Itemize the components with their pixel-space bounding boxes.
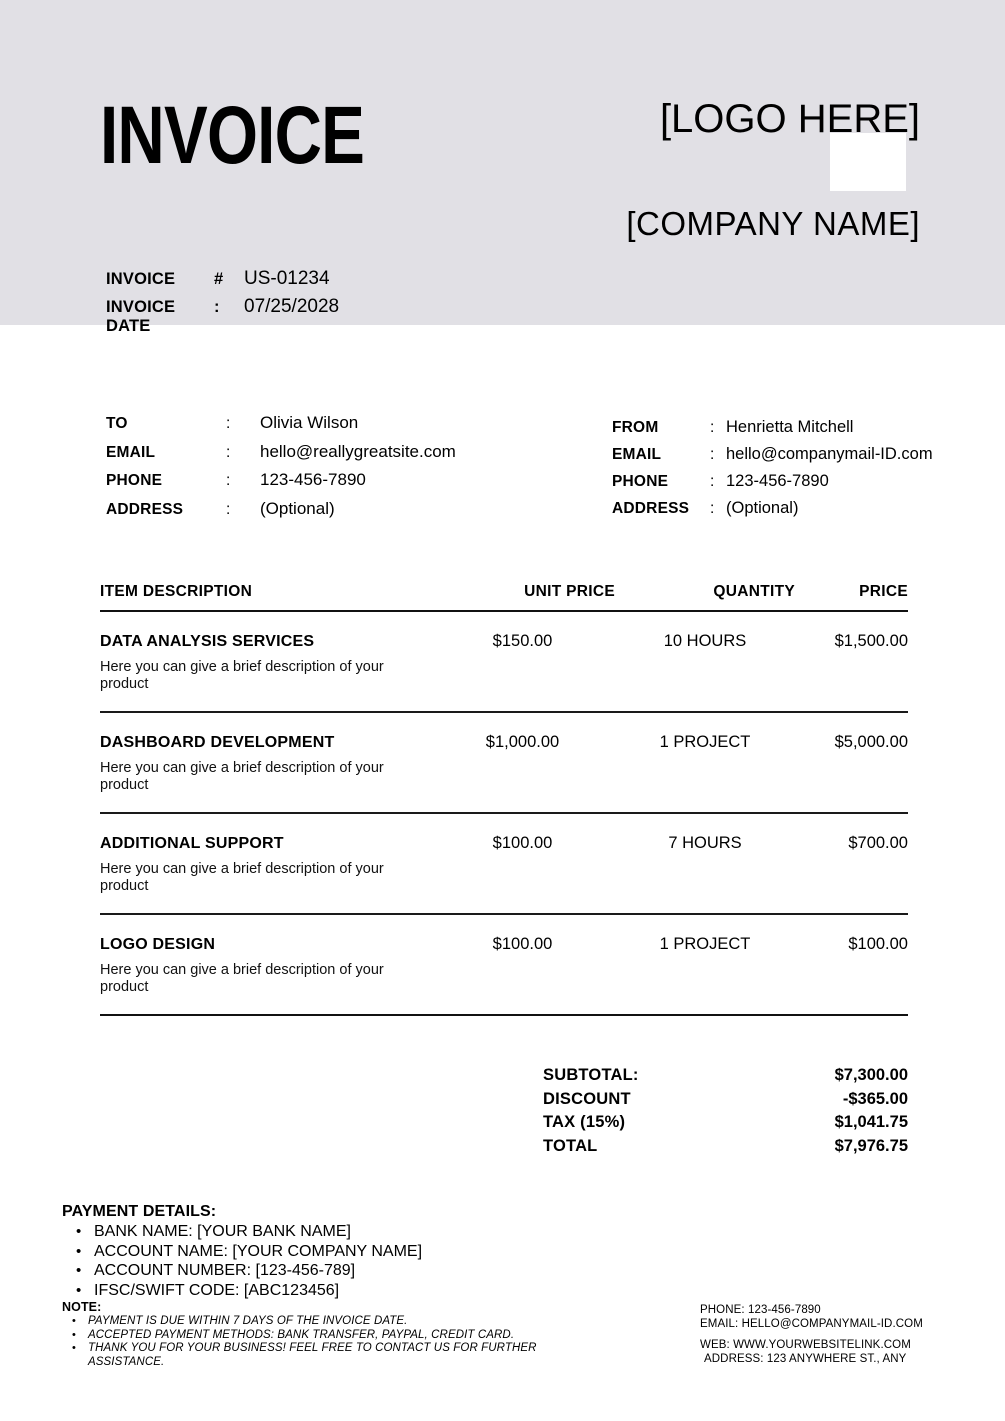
table-row — [100, 915, 908, 1014]
bill-from-name-separator: : — [710, 419, 715, 436]
column-header-unit-price: UNIT PRICE — [524, 583, 615, 600]
company-name: [COMPANY NAME] — [626, 205, 920, 242]
bill-to-phone-separator: : — [226, 472, 231, 489]
bill-from-name-value: Henrietta Mitchell — [726, 418, 854, 436]
bill-to-block — [106, 413, 456, 527]
discount-label: DISCOUNT — [543, 1089, 631, 1108]
logo-placeholder-text: [LOGO HERE] — [659, 97, 920, 141]
item-quantity: 1 PROJECT — [659, 934, 751, 953]
bill-from-email-label: EMAIL — [612, 446, 662, 463]
item-description: Here you can give a brief description of your product — [100, 759, 384, 793]
bill-from-email-row — [612, 445, 933, 472]
table-bottom-divider — [100, 1014, 908, 1016]
payment-details-title: PAYMENT DETAILS: — [62, 1203, 217, 1220]
bill-to-phone-label: PHONE — [106, 472, 163, 489]
subtotal-value: $7,300.00 — [834, 1066, 908, 1084]
bill-from-block — [612, 418, 933, 526]
item-name: DASHBOARD DEVELOPMENT — [100, 733, 335, 751]
bill-to-phone-value: 123-456-7890 — [260, 470, 366, 489]
totals-block — [543, 1066, 908, 1160]
table-row — [100, 814, 908, 913]
invoice-date-row — [106, 296, 340, 335]
item-unit-price: $100.00 — [492, 934, 553, 953]
bill-to-email-row — [106, 442, 456, 471]
bill-from-phone-label: PHONE — [612, 473, 669, 490]
item-unit-price: $150.00 — [492, 632, 553, 651]
invoice-date-separator: : — [214, 298, 220, 316]
bill-to-name-label: TO — [106, 415, 128, 432]
invoice-date-label: INVOICE DATE — [106, 298, 176, 335]
list-item: • BANK NAME: [YOUR BANK NAME] — [62, 1222, 582, 1242]
discount-row — [543, 1090, 908, 1114]
total-label: TOTAL — [543, 1136, 598, 1155]
invoice-date-value: 07/25/2028 — [244, 296, 340, 317]
list-item: • ACCEPTED PAYMENT METHODS: BANK TRANSFER, PAYPAL, CREDIT CARD. — [62, 1329, 582, 1343]
column-header-quantity: QUANTITY — [713, 583, 795, 600]
table-row — [100, 612, 908, 711]
bill-from-phone-value: 123-456-7890 — [726, 472, 829, 490]
list-item: • THANK YOU FOR YOUR BUSINESS! FEEL FREE TO CONTACT US FOR FURTHER ASSISTANCE. — [62, 1342, 582, 1369]
item-quantity: 7 HOURS — [668, 833, 742, 852]
total-value: $7,976.75 — [834, 1136, 908, 1155]
bill-from-phone-row — [612, 472, 933, 499]
bill-from-name-label: FROM — [612, 419, 659, 436]
total-row — [543, 1137, 908, 1161]
items-table — [100, 583, 908, 1016]
bill-to-email-separator: : — [226, 443, 231, 461]
list-item: • ACCOUNT NAME: [YOUR COMPANY NAME] — [62, 1242, 582, 1262]
bill-to-address-row — [106, 499, 456, 528]
bill-from-address-value: (Optional) — [726, 499, 799, 517]
item-description: Here you can give a brief description of your product — [100, 961, 384, 995]
discount-value: -$365.00 — [842, 1089, 908, 1108]
bill-from-address-label: ADDRESS — [612, 500, 690, 517]
table-row-main — [100, 632, 908, 651]
column-header-price: PRICE — [859, 583, 908, 600]
bill-to-address-value: (Optional) — [260, 498, 335, 518]
payment-details-list — [62, 1222, 582, 1300]
bill-to-name-value: Olivia Wilson — [260, 413, 359, 432]
invoice-number-value: US-01234 — [244, 268, 330, 289]
items-table-header — [100, 583, 908, 610]
note-list — [62, 1315, 582, 1369]
bill-from-name-row — [612, 418, 933, 445]
footer-spacer — [700, 1331, 960, 1338]
bill-to-address-label: ADDRESS — [106, 500, 184, 518]
note-title: NOTE: — [62, 1300, 102, 1314]
invoice-number-row — [106, 268, 339, 296]
item-price: $700.00 — [848, 833, 908, 852]
item-name: DATA ANALYSIS SERVICES — [100, 633, 315, 651]
footer-phone: PHONE: 123-456-7890 — [700, 1304, 821, 1316]
footer-address: ADDRESS: 123 ANYWHERE ST., ANY — [704, 1353, 907, 1365]
list-item: • IFSC/SWIFT CODE: [ABC123456] — [62, 1281, 582, 1301]
column-header-item-description: ITEM DESCRIPTION — [100, 583, 253, 600]
footer-contact-block — [700, 1303, 960, 1366]
item-price: $100.00 — [848, 934, 908, 953]
bill-to-name-separator: : — [226, 415, 231, 432]
bill-to-name-row — [106, 413, 456, 442]
footer-email: EMAIL: HELLO@COMPANYMAIL-ID.COM — [700, 1318, 923, 1330]
bill-from-address-row — [612, 499, 933, 526]
table-row — [100, 713, 908, 812]
note-block — [62, 1300, 582, 1369]
bill-from-address-separator: : — [710, 500, 715, 517]
bill-to-address-separator: : — [226, 500, 231, 518]
bill-from-email-separator: : — [710, 446, 715, 463]
item-description: Here you can give a brief description of your product — [100, 860, 384, 894]
invoice-meta — [106, 268, 340, 335]
bill-to-email-value: hello@reallygreatsite.com — [260, 441, 456, 461]
item-price: $5,000.00 — [834, 732, 908, 751]
item-price: $1,500.00 — [834, 632, 908, 651]
item-name: LOGO DESIGN — [100, 935, 216, 953]
bill-from-email-value: hello@companymail-ID.com — [726, 445, 933, 463]
tax-label: TAX (15%) — [543, 1113, 626, 1131]
bill-to-email-label: EMAIL — [106, 443, 156, 461]
table-row-main — [100, 733, 908, 752]
item-quantity: 1 PROJECT — [659, 732, 751, 751]
page-title: INVOICE — [100, 90, 365, 181]
table-row-main — [100, 834, 908, 853]
item-description: Here you can give a brief description of your product — [100, 659, 384, 693]
item-unit-price: $100.00 — [492, 833, 553, 852]
invoice-number-separator: # — [214, 270, 224, 288]
subtotal-row — [543, 1066, 908, 1090]
bill-to-phone-row — [106, 470, 456, 499]
subtotal-label: SUBTOTAL: — [543, 1066, 639, 1084]
table-row-main — [100, 935, 908, 954]
item-unit-price: $1,000.00 — [485, 732, 560, 751]
bill-from-phone-separator: : — [710, 473, 715, 490]
footer-web: WEB: WWW.YOURWEBSITELINK.COM — [700, 1339, 911, 1351]
invoice-number-label: INVOICE — [106, 270, 176, 288]
item-quantity: 10 HOURS — [663, 632, 747, 651]
item-name: ADDITIONAL SUPPORT — [100, 834, 284, 852]
list-item: • PAYMENT IS DUE WITHIN 7 DAYS OF THE INVOICE DATE. — [62, 1315, 582, 1329]
tax-value: $1,041.75 — [834, 1113, 908, 1131]
payment-details-block — [62, 1203, 582, 1300]
list-item: • ACCOUNT NUMBER: [123-456-789] — [62, 1261, 582, 1281]
tax-row — [543, 1113, 908, 1137]
